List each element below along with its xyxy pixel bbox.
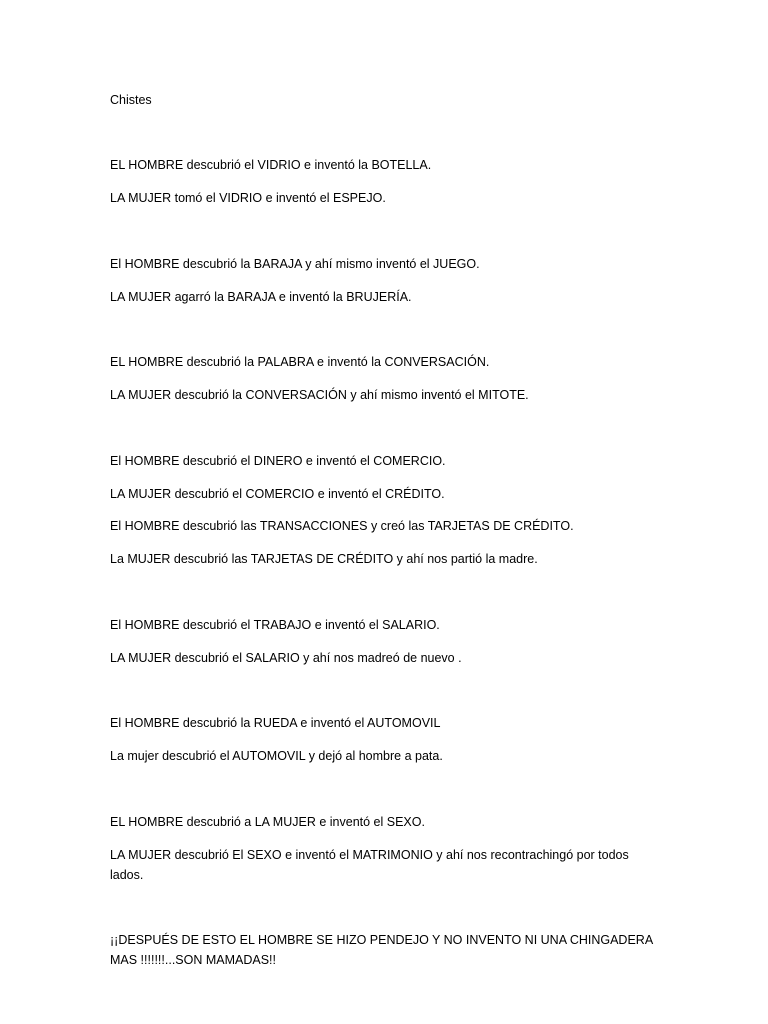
- text-line: El HOMBRE descubrió el DINERO e inventó el COMERCIO.: [110, 454, 446, 468]
- text-line: EL HOMBRE descubrió el VIDRIO e inventó la BOTELLA.: [110, 158, 432, 172]
- text-line: EL HOMBRE descubrió a LA MUJER e inventó el SEXO.: [110, 815, 425, 829]
- text-line: EL HOMBRE descubrió la PALABRA e inventó la CONVERSACIÓN.: [110, 355, 490, 369]
- text-line: El HOMBRE descubrió la BARAJA y ahí mismo inventó el JUEGO.: [110, 257, 480, 271]
- text-line: LA MUJER descubrió el COMERCIO e inventó el CRÉDITO.: [110, 487, 445, 501]
- text-line: El HOMBRE descubrió la RUEDA e inventó el AUTOMOVIL: [110, 716, 441, 730]
- document-title: Chistes: [110, 93, 152, 107]
- closing-line: ¡¡DESPUÉS DE ESTO EL HOMBRE SE HIZO PENDEJO Y NO INVENTO NI UNA CHINGADERA MAS !!!!!!!...SON MAMADAS!!: [110, 933, 653, 967]
- text-line: La mujer descubrió el AUTOMOVIL y dejó al hombre a pata.: [110, 749, 443, 763]
- text-line: LA MUJER descubrió El SEXO e inventó el MATRIMONIO y ahí nos recontrachingó por todos lados.: [110, 848, 629, 882]
- text-line: LA MUJER descubrió el SALARIO y ahí nos madreó de nuevo .: [110, 651, 462, 665]
- text-line: LA MUJER descubrió la CONVERSACIÓN y ahí mismo inventó el MITOTE.: [110, 388, 529, 402]
- text-line: El HOMBRE descubrió el TRABAJO e inventó el SALARIO.: [110, 618, 440, 632]
- text-line: El HOMBRE descubrió las TRANSACCIONES y creó las TARJETAS DE CRÉDITO.: [110, 519, 574, 533]
- text-line: La MUJER descubrió las TARJETAS DE CRÉDITO y ahí nos partió la madre.: [110, 552, 538, 566]
- text-line: LA MUJER tomó el VIDRIO e inventó el ESPEJO.: [110, 191, 386, 205]
- text-line: LA MUJER agarró la BARAJA e inventó la BRUJERÍA.: [110, 290, 412, 304]
